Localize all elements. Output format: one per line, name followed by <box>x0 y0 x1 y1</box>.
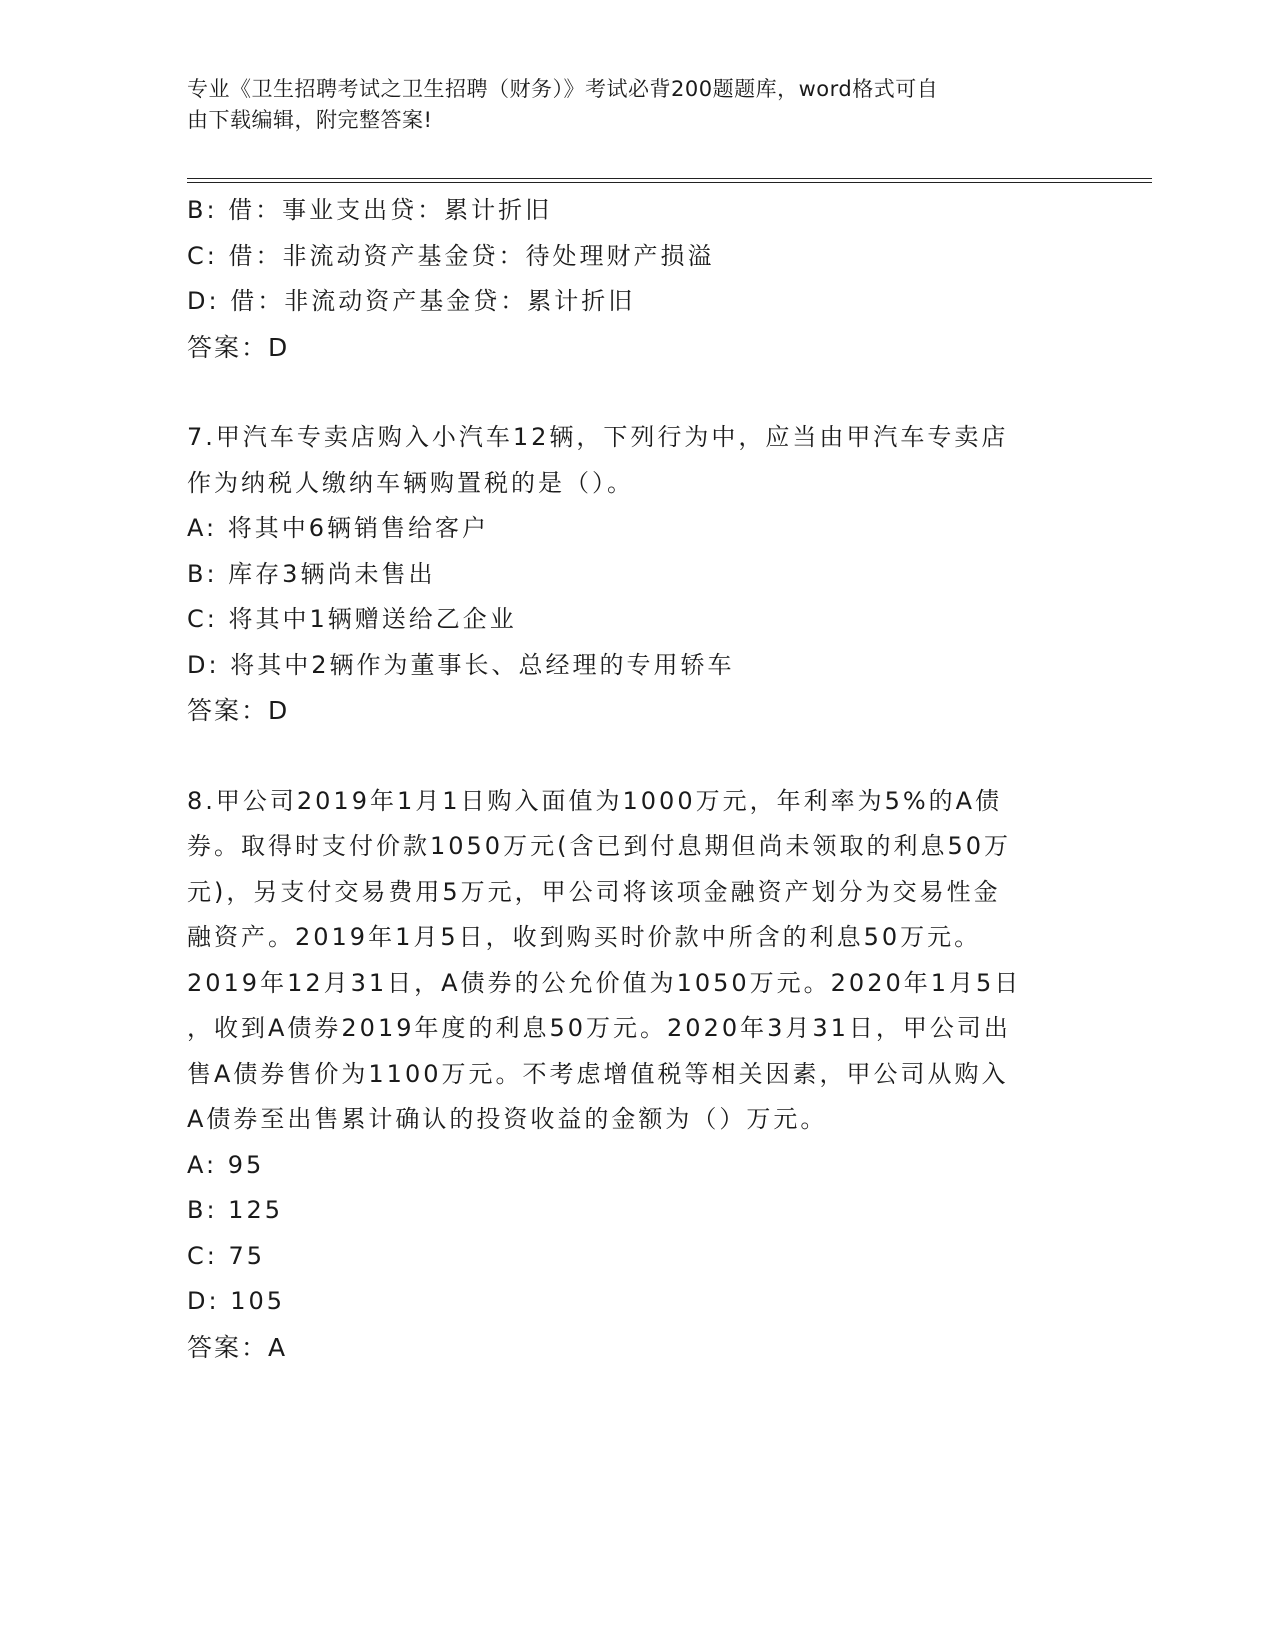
question-8 <box>187 779 1087 1371</box>
header-divider-top <box>187 178 1152 179</box>
stem-line: 2019年12月31日，A债券的公允价值为1050万元。2020年1月5日 <box>187 968 1022 997</box>
header-line-1: 专业《卫生招聘考试之卫生招聘（财务）》考试必背200题题库，word格式可自 <box>187 77 939 101</box>
option-c: C: 将其中1辆赠送给乙企业 <box>187 605 517 633</box>
stem-line: 8.甲公司2019年1月1日购入面值为1000万元，年利率为5%的A债 <box>187 786 1003 815</box>
question-stem <box>187 415 1087 506</box>
option-d: D: 将其中2辆作为董事长、总经理的专用轿车 <box>187 650 735 679</box>
option-c: C: 借：非流动资产基金贷：待处理财产损溢 <box>187 241 715 270</box>
option-a: A: 95 <box>187 1150 265 1179</box>
answer-label: 答案：A <box>187 1332 288 1362</box>
stem-line: A债券至出售累计确认的投资收益的金额为（）万元。 <box>187 1105 828 1133</box>
stem-line: 融资产。2019年1月5日，收到购买时价款中所含的利息50万元。 <box>187 923 982 951</box>
answer-label: 答案：D <box>187 696 290 725</box>
document-header <box>187 74 1067 136</box>
stem-line: 作为纳税人缴纳车辆购置税的是（）。 <box>187 468 634 497</box>
stem-line: ，收到A债券2019年度的利息50万元。2020年3月31日，甲公司出 <box>187 1014 1011 1042</box>
option-d: D: 105 <box>187 1287 286 1315</box>
stem-line: 元)，另支付交易费用5万元，甲公司将该项金融资产划分为交易性金 <box>187 877 1001 906</box>
option-b: B: 125 <box>187 1196 283 1224</box>
question-6-continuation <box>187 188 1087 370</box>
stem-line: 券。取得时支付价款1050万元(含已到付息期但尚未领取的利息50万 <box>187 832 1011 860</box>
option-b: B: 借：事业支出贷：累计折旧 <box>187 196 553 224</box>
stem-line: 售A债券售价为1100万元。不考虑增值税等相关因素，甲公司从购入 <box>187 1059 1009 1088</box>
header-line-2: 由下载编辑，附完整答案! <box>187 108 433 132</box>
answer-label: 答案：D <box>187 332 290 362</box>
option-b: B: 库存3辆尚未售出 <box>187 559 436 588</box>
header-divider-bottom <box>187 182 1152 183</box>
option-a: A: 将其中6辆销售给客户 <box>187 514 489 542</box>
option-c: C: 75 <box>187 1241 266 1270</box>
option-d: D: 借：非流动资产基金贷：累计折旧 <box>187 287 636 315</box>
document-body <box>187 188 1087 1370</box>
question-7 <box>187 415 1087 734</box>
stem-line: 7.甲汽车专卖店购入小汽车12辆，下列行为中，应当由甲汽车专卖店 <box>187 423 1009 451</box>
question-stem <box>187 779 1087 1143</box>
